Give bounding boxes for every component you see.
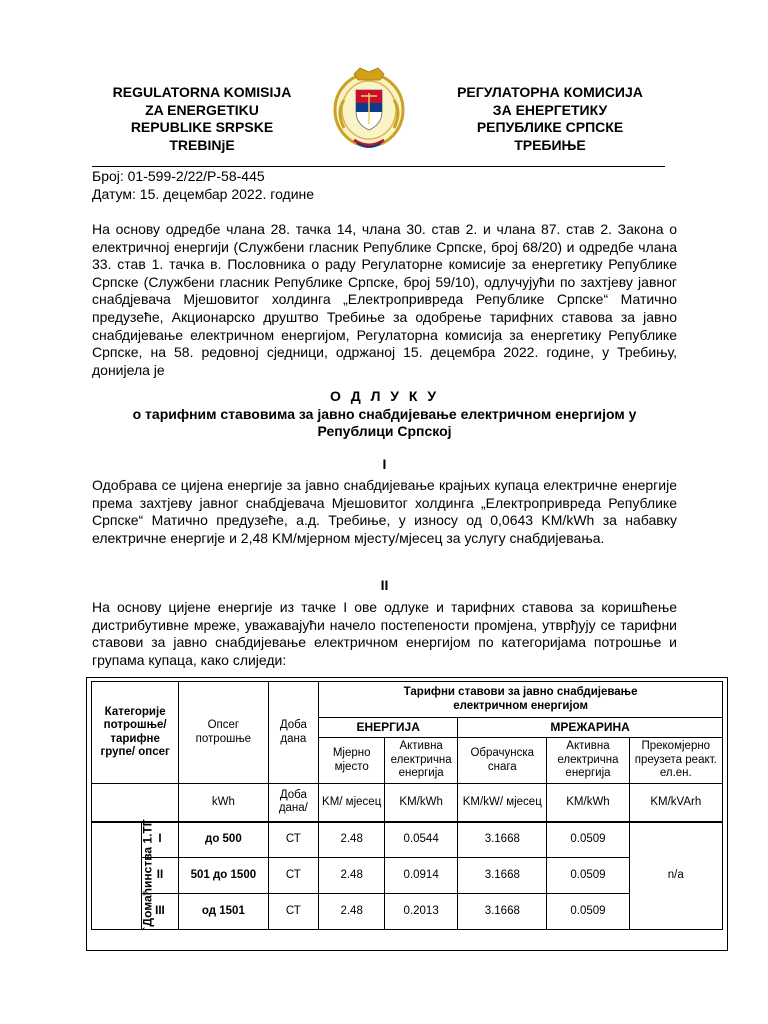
metering-point-cell: 2.48 [319,894,385,930]
active-energy-net-cell: 0.0509 [547,894,629,930]
header-latin-line: TREBINjE [169,136,235,153]
range-header-text: Опсег потрошње [195,719,252,745]
network-header: МРЕЖАРИНА [458,718,723,738]
header-latin-line: REPUBLIKE SRPSKE [130,119,274,135]
unit-reactive: KM/kVArh [629,784,722,822]
active-energy-cell: 0.2013 [385,894,458,930]
active-energy-cell: 0.0544 [385,822,458,858]
active-energy-net-cell: 0.0509 [547,858,629,894]
header-cyrillic [440,84,660,154]
household-group-cell [92,819,155,931]
section-1-heading: I [382,456,387,472]
active-energy-net-cell: 0.0509 [547,822,629,858]
billing-power-cell: 3.1668 [458,858,547,894]
tariff-header-text: Тарифни ставови за јавно снабдијевање електричном енергијом [403,686,638,712]
header-cyrillic-line: ТРЕБИЊЕ [514,136,586,153]
billing-power-cell: 3.1668 [458,822,547,858]
unit-range: kWh [179,784,268,822]
range-cell: од 1501 [179,894,268,930]
unit-time: Доба дана/ [268,784,319,822]
category-header-text: Категорије потрошње/ тарифне групе/ опсег [100,705,170,758]
unit-billing-power: KM/kW/ мјесец [458,784,547,822]
unit-active-energy-net: KM/kWh [547,784,629,822]
active-energy-net-header: Активна електрична енергија [547,738,629,784]
header-latin-line: ZA ENERGETIKU [145,101,259,118]
section-1-paragraph: Одобрава се цијена енергије за јавно снабдијевање крајњих купаца електричне енергије према захтјеву јавног снабдјевача Мјешовитог холдинга „Електропривреда Републике Српске“ Матично предузеће, а.д. Требиње, у износу од 0,0643 KM/kWh за набавку електричне енергије и 2,48 KM/мјерном мјесту/мјесец за услугу снабдијевања. [92,477,677,546]
unit-metering-point: KM/ мјесец [319,784,385,822]
metering-point-cell: 2.48 [319,858,385,894]
tariff-header [319,682,723,718]
time-header [268,682,319,784]
units-category-cell [92,784,179,822]
metering-point-cell: 2.48 [319,822,385,858]
document-date: Датум: 15. децембар 2022. године [92,185,315,202]
header-latin-line: REGULATORNA KOMISIJA [112,84,292,100]
document-meta [92,168,314,203]
reactive-energy-header: Прекомјерно преузета реакт. ел.ен. [629,738,722,784]
range-cell: до 500 [179,822,268,858]
unit-active-energy: KM/kWh [385,784,458,822]
header-latin [92,84,312,154]
time-cell: СТ [268,894,319,930]
time-header-text: Доба дана [279,719,307,745]
time-cell: СТ [268,858,319,894]
household-group-label: `Домаћинства 1.ТГ [140,819,155,931]
header-cyrillic-line: РЕГУЛАТОРНА КОМИСИЈА [457,84,643,100]
group-cell: II [141,858,179,894]
decision-title: О Д Л У К У [329,388,440,404]
tariff-table [91,681,723,930]
decision-subtitle-line1: о тарифним ставовима за јавно снабдијевање електричном енергијом у [132,406,637,422]
section-2-heading: II [380,577,389,593]
energy-header: ЕНЕРГИЈА [319,718,458,738]
metering-point-header: Мјерно мјесто [319,738,385,784]
document-number: Број: 01-599-2/22/Р-58-445 [92,168,265,184]
billing-power-header: Обрачунска снага [458,738,547,784]
decision-subtitle-line2: Републици Српској [317,423,452,439]
range-cell: 501 до 1500 [179,858,268,894]
coat-of-arms-icon [330,66,408,156]
reactive-energy-cell: n/a [629,822,722,930]
table-row [92,822,723,858]
header-divider [92,166,665,167]
active-energy-header: Активна електрична енергија [385,738,458,784]
billing-power-cell: 3.1668 [458,894,547,930]
header-cyrillic-line: РЕПУБЛИКЕ СРПСКЕ [476,119,624,135]
time-cell: СТ [268,822,319,858]
intro-paragraph: На основу одредбе члана 28. тачка 14, члана 30. став 2. и члана 87. став 2. Закона о електричној енергији (Службени гласник Републике Српске, број 68/20) и одредбе члана 33. став 1. тачка в. Пословника о раду Регулаторне комисије за енергетику Републике Српске (Службени гласник Републике Српске, број 59/10), одлучујући по захтјеву јавног снабдјевача Мјешовитог холдинга „Електропривреда Републике Српске“ Матично предузеће, Акционарско друштво Требиње за одобрење тарифних ставова за јавно снабдијевање електричном енергијом, Регулаторна комисија за енергетику Републике Српске, на 58. редовној сједници, одржаној 15. децембра 2022. године, у Требињу, донијела је [92,221,677,378]
category-header [92,682,179,784]
section-2-paragraph: На основу цијене енергије из тачке I ове одлуке и тарифних ставова за коришћење дистрибутивне мреже, уважавајући начело постепености промјена, утврђују се тарифни ставови за јавно снабдијевање електричном енергијом по категоријама потрошње и групама купаца, како слиједи: [92,599,677,668]
group-cell: I [141,822,179,858]
table-row [92,894,723,930]
group-cell: III [141,894,179,930]
header-cyrillic-line: ЗА ЕНЕРГЕТИКУ [492,101,608,118]
active-energy-cell: 0.0914 [385,858,458,894]
table-row [92,858,723,894]
range-header [179,682,268,784]
